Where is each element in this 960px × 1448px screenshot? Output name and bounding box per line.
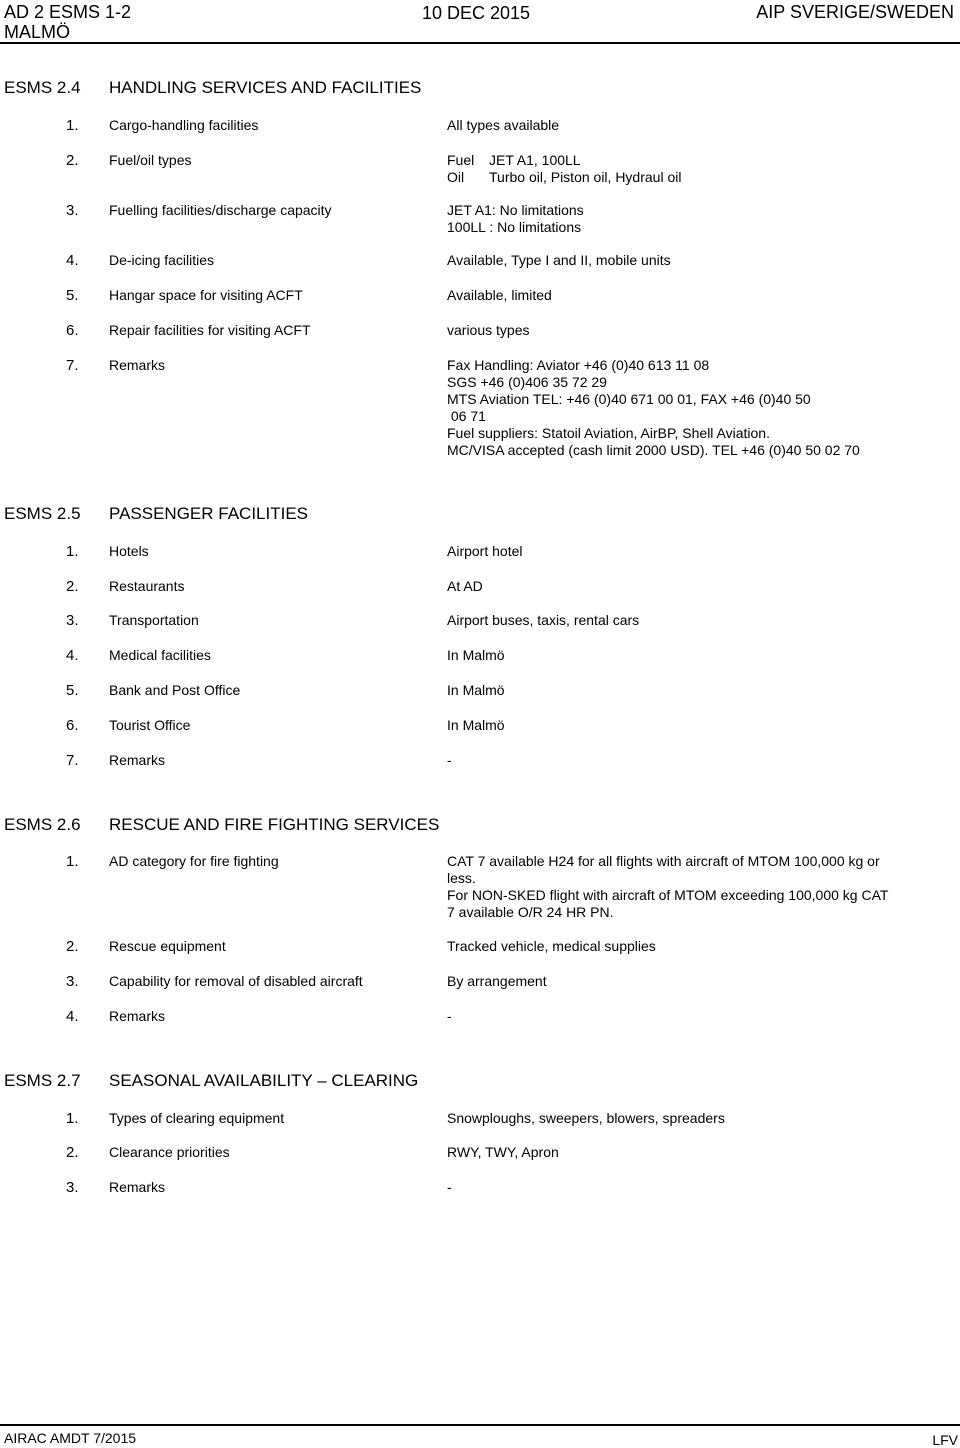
item-label: Fuelling facilities/discharge capacity (109, 202, 332, 218)
item-number: 2. (66, 1144, 79, 1161)
item-label: Transportation (109, 612, 199, 628)
section-id: ESMS 2.6 (4, 815, 81, 834)
item-value (447, 152, 952, 186)
value-line: All types available (447, 117, 560, 133)
value-line: Available, Type I and II, mobile units (447, 252, 671, 268)
section-id: ESMS 2.4 (4, 78, 81, 97)
section-heading (0, 815, 960, 839)
value-line: - (447, 752, 452, 768)
item-value (447, 1008, 952, 1025)
page-header (0, 0, 960, 44)
item-value (447, 612, 952, 629)
item-number: 1. (66, 543, 79, 560)
item-label: Hangar space for visiting ACFT (109, 287, 303, 303)
item-label: Remarks (109, 1179, 166, 1195)
item-label: Remarks (109, 1008, 166, 1024)
item-label: Repair facilities for visiting ACFT (109, 322, 311, 338)
value-line: In Malmö (447, 647, 505, 663)
aerodrome-name: MALMÖ (4, 22, 71, 42)
value-line: SGS +46 (0)406 35 72 29 (447, 374, 607, 390)
item-value (447, 357, 952, 459)
value-line: 100LL : No limitations (447, 219, 582, 235)
item-label: Bank and Post Office (109, 682, 241, 698)
item-value (447, 1144, 952, 1161)
value-line: MTS Aviation TEL: +46 (0)40 671 00 01, FAX +46 (0)40 50 (447, 391, 811, 407)
effective-date: 10 DEC 2015 (422, 3, 531, 23)
value-line: Tracked vehicle, medical supplies (447, 938, 656, 954)
fuel-types: JET A1, 100LL (489, 152, 581, 168)
item-number: 2. (66, 938, 79, 955)
value-line: JET A1: No limitations (447, 202, 584, 218)
item-value (447, 938, 952, 955)
value-line: In Malmö (447, 682, 505, 698)
agency-name: LFV (932, 1432, 958, 1448)
item-number: 5. (66, 682, 79, 699)
publisher: AIP SVERIGE/SWEDEN (756, 2, 954, 22)
value-line: 06 71 (447, 408, 486, 424)
item-label: De-icing facilities (109, 252, 215, 268)
fuel-kind: Fuel (447, 152, 475, 168)
section-heading (0, 1071, 960, 1095)
item-value (447, 322, 952, 339)
value-line: CAT 7 available H24 for all flights with aircraft of MTOM 100,000 kg or (447, 853, 880, 869)
section (0, 504, 960, 769)
value-line: Fax Handling: Aviator +46 (0)40 613 11 08 (447, 357, 710, 373)
amendment-number: AIRAC AMDT 7/2015 (4, 1430, 137, 1446)
item-label: Cargo-handling facilities (109, 117, 259, 133)
item-number: 1. (66, 853, 79, 870)
value-line: - (447, 1179, 452, 1195)
item-number: 3. (66, 1179, 79, 1196)
page-footer (0, 1424, 960, 1446)
item-number: 2. (66, 152, 79, 169)
item-value (447, 117, 952, 134)
item-value (447, 973, 952, 990)
header-left (4, 2, 131, 42)
item-label: Tourist Office (109, 717, 191, 733)
section-title: RESCUE AND FIRE FIGHTING SERVICES (109, 815, 440, 834)
item-value (447, 1179, 952, 1196)
item-label: Medical facilities (109, 647, 211, 663)
item-number: 7. (66, 357, 79, 374)
item-value (447, 752, 952, 769)
item-label: Clearance priorities (109, 1144, 230, 1160)
item-label: AD category for fire fighting (109, 853, 279, 869)
fuel-kind: Oil (447, 169, 465, 185)
item-label: Remarks (109, 357, 166, 373)
value-line: At AD (447, 578, 483, 594)
value-line: - (447, 1008, 452, 1024)
fuel-types: Turbo oil, Piston oil, Hydraul oil (489, 169, 682, 185)
item-label: Rescue equipment (109, 938, 226, 954)
value-line: By arrangement (447, 973, 547, 989)
item-label: Restaurants (109, 578, 185, 594)
value-line: 7 available O/R 24 HR PN. (447, 904, 614, 920)
value-line: Airport hotel (447, 543, 523, 559)
value-line: In Malmö (447, 717, 505, 733)
value-line: Available, limited (447, 287, 552, 303)
fuel-line (447, 169, 952, 186)
item-number: 5. (66, 287, 79, 304)
section-heading (0, 78, 960, 102)
item-value (447, 717, 952, 734)
item-value (447, 543, 952, 560)
item-number: 6. (66, 322, 79, 339)
item-value (447, 1110, 952, 1127)
fuel-line (447, 152, 952, 169)
section-title: SEASONAL AVAILABILITY – CLEARING (109, 1071, 419, 1090)
item-number: 4. (66, 647, 79, 664)
value-line: MC/VISA accepted (cash limit 2000 USD). TEL +46 (0)40 50 02 70 (447, 442, 860, 458)
section-id: ESMS 2.7 (4, 1071, 81, 1090)
item-label: Fuel/oil types (109, 152, 192, 168)
section (0, 815, 960, 1025)
item-label: Types of clearing equipment (109, 1110, 285, 1126)
section-heading (0, 504, 960, 528)
item-number: 4. (66, 1008, 79, 1025)
doc-reference: AD 2 ESMS 1-2 (4, 2, 132, 22)
value-line: less. (447, 870, 476, 886)
value-line: Snowploughs, sweepers, blowers, spreaders (447, 1110, 725, 1126)
item-label: Capability for removal of disabled aircraft (109, 973, 363, 989)
item-value (447, 682, 952, 699)
item-number: 2. (66, 578, 79, 595)
item-number: 4. (66, 252, 79, 269)
item-number: 6. (66, 717, 79, 734)
item-number: 1. (66, 117, 79, 134)
item-label: Remarks (109, 752, 166, 768)
value-line: various types (447, 322, 530, 338)
value-line: Airport buses, taxis, rental cars (447, 612, 640, 628)
item-value (447, 647, 952, 664)
section-id: ESMS 2.5 (4, 504, 81, 523)
section (0, 1071, 960, 1196)
item-value (447, 578, 952, 595)
item-value (447, 202, 952, 236)
item-value (447, 252, 952, 269)
value-line: For NON-SKED flight with aircraft of MTOM exceeding 100,000 kg CAT (447, 887, 889, 903)
item-label: Hotels (109, 543, 149, 559)
item-value (447, 287, 952, 304)
section-title: PASSENGER FACILITIES (109, 504, 309, 523)
item-number: 1. (66, 1110, 79, 1127)
section-title: HANDLING SERVICES AND FACILITIES (109, 78, 422, 97)
item-number: 7. (66, 752, 79, 769)
item-value (447, 853, 952, 921)
item-number: 3. (66, 202, 79, 219)
value-line: Fuel suppliers: Statoil Aviation, AirBP, Shell Aviation. (447, 425, 770, 441)
value-line: RWY, TWY, Apron (447, 1144, 559, 1160)
item-number: 3. (66, 612, 79, 629)
section (0, 78, 960, 458)
item-number: 3. (66, 973, 79, 990)
